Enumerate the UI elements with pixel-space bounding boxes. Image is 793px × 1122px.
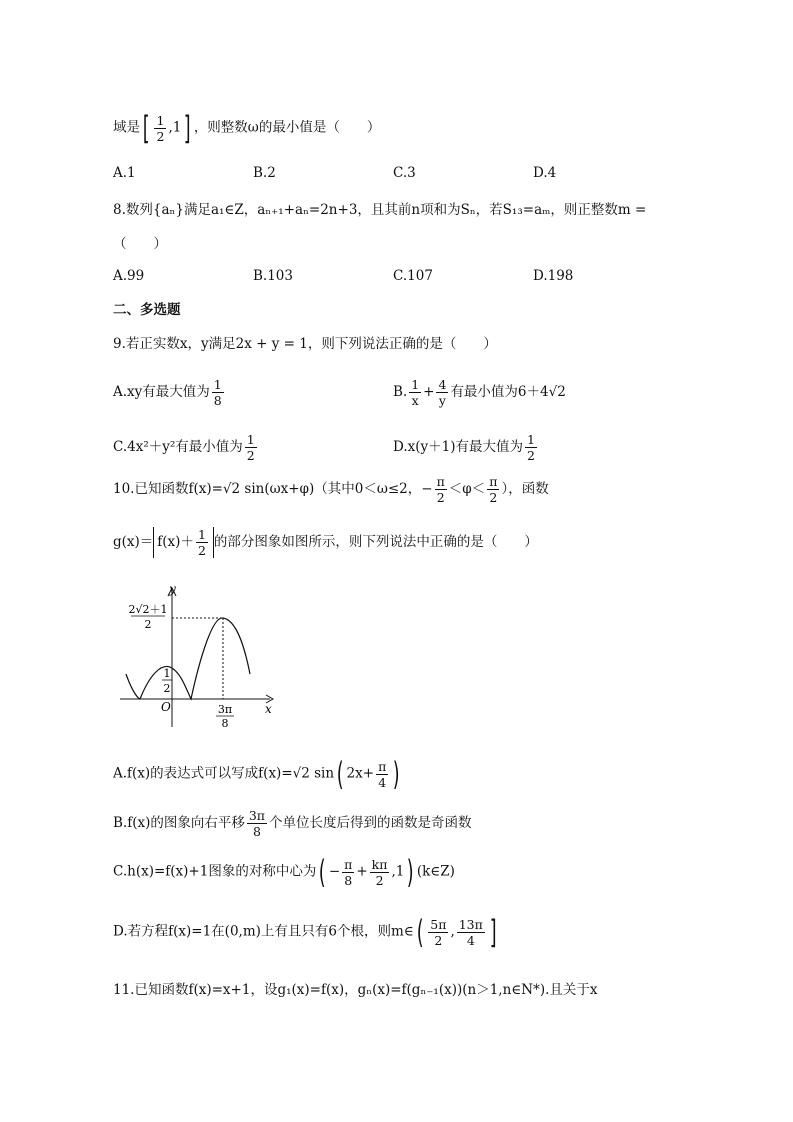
fraction <box>457 917 485 948</box>
fraction-denominator: 8 <box>344 872 353 888</box>
fraction-numerator: 1 <box>527 432 535 447</box>
q10-option-a[interactable] <box>113 755 403 793</box>
option-text: 2x+ <box>346 765 375 782</box>
option-text: 个单位长度后得到的函数是奇函数 <box>269 815 472 831</box>
fraction <box>342 857 354 888</box>
fraction <box>487 474 499 505</box>
fraction-numerator: π <box>378 758 387 774</box>
fraction <box>436 377 448 408</box>
option-text: B. <box>393 384 408 400</box>
comma: , <box>450 923 455 940</box>
option-text: B.f(x)的图象向右平移 <box>113 815 245 831</box>
q8-option-d[interactable]: D.198 <box>533 268 574 284</box>
q9-option-d[interactable] <box>393 432 539 463</box>
right-bracket: ] <box>184 109 192 147</box>
stem-text: 的部分图象如图所示，则下列说法中正确的是（ ） <box>213 534 538 550</box>
fraction-numerator: 1 <box>156 112 165 128</box>
q10-option-c[interactable] <box>113 853 455 891</box>
fraction-numerator: 5π <box>430 916 447 932</box>
fraction-denominator: y <box>438 393 446 408</box>
option-text: C.h(x)=f(x)+1图象的对称中心为 <box>113 863 317 880</box>
fraction-numerator: 1 <box>213 377 222 392</box>
half-denominator: 2 <box>163 682 171 695</box>
left-paren: ( <box>319 853 327 891</box>
stem-text: ），函数 <box>501 481 549 497</box>
right-bracket: ] <box>489 913 497 951</box>
q7-interval-fraction <box>154 113 166 144</box>
q10-option-b[interactable] <box>113 808 472 839</box>
q10-stem-line1 <box>113 474 683 505</box>
option-text: (k∈Z) <box>416 863 455 880</box>
peak-denominator: 2 <box>144 618 152 631</box>
fraction-denominator: 4 <box>466 932 475 948</box>
x-axis-label: x <box>265 702 272 716</box>
fraction <box>409 377 421 408</box>
fraction-denominator: 2 <box>375 872 384 888</box>
q7-stem-tail <box>113 109 683 147</box>
option-text: A.f(x)的表达式可以写成f(x)=√2 sin <box>113 765 335 782</box>
fraction-numerator: π <box>436 474 445 489</box>
y-axis-label: y <box>169 582 176 596</box>
option-text: A.xy有最大值为 <box>113 384 210 400</box>
fraction <box>247 808 267 839</box>
q7-interval-rest: ,1 <box>168 119 182 136</box>
q9-option-a[interactable] <box>113 377 226 408</box>
stem-text: g(x)＝ <box>113 534 154 550</box>
fraction-numerator: 1 <box>246 432 255 447</box>
origin-label: O <box>161 700 171 714</box>
plus-sign: + <box>356 863 368 880</box>
fraction-denominator: 8 <box>252 824 261 839</box>
left-bracket: [ <box>142 109 150 147</box>
q11-stem: 11.已知函数f(x)=x+1，设g₁(x)=f(x)，gₙ(x)=f(gₙ₋₁(x))(n＞1,n∈N*).且关于x <box>113 982 598 998</box>
plus-sign: + <box>423 384 435 400</box>
fraction-denominator: 2 <box>436 490 445 505</box>
stem-text: ＜φ＜ <box>448 481 486 497</box>
peak-numerator: 2√2＋1 <box>128 603 168 616</box>
section-title: 二、多选题 <box>113 302 181 318</box>
fraction-numerator: 1 <box>411 377 420 392</box>
fraction-denominator: 8 <box>213 393 222 408</box>
fraction-denominator: 2 <box>434 932 443 948</box>
left-paren: ( <box>416 913 424 951</box>
fraction <box>376 759 388 790</box>
option-text: − <box>328 863 341 880</box>
q10-option-d[interactable] <box>113 913 499 951</box>
q8-option-b[interactable]: B.103 <box>253 268 293 284</box>
option-text: D.若方程f(x)=1在(0,m)上有且只有6个根，则m∈ <box>113 923 414 940</box>
xtick-denominator: 8 <box>221 717 229 730</box>
stem-text: 10.已知函数f(x)=√2 sin(ωx+φ)（其中0＜ω≤2，− <box>113 481 433 497</box>
fraction-denominator: 2 <box>527 448 535 463</box>
fraction-denominator: 4 <box>378 774 387 790</box>
q7-option-c[interactable]: C.3 <box>393 165 416 181</box>
left-paren: ( <box>336 755 344 793</box>
fraction-numerator: 1 <box>197 527 206 542</box>
fraction-numerator: kπ <box>371 856 388 872</box>
xtick-numerator: 3π <box>217 703 233 716</box>
q7-option-d[interactable]: D.4 <box>533 165 557 181</box>
fraction-numerator: 3π <box>248 808 266 823</box>
fraction <box>435 474 447 505</box>
q7-option-b[interactable]: B.2 <box>253 165 276 181</box>
q7-pre: 域是 <box>113 119 140 136</box>
q7-option-a[interactable]: A.1 <box>113 165 136 181</box>
stem-text: f(x)＋ <box>157 534 194 550</box>
option-text: ,1 <box>391 863 405 880</box>
absolute-value <box>153 527 214 558</box>
fraction <box>370 857 390 888</box>
fraction <box>428 917 448 948</box>
right-paren: ) <box>393 755 400 793</box>
fraction <box>525 432 537 463</box>
fraction-denominator: 2 <box>489 490 498 505</box>
option-text: D.x(y＋1)有最大值为 <box>393 439 523 455</box>
fraction-numerator: 13π <box>458 916 483 932</box>
fraction-numerator: 4 <box>438 377 447 392</box>
q8-stem: 8.数列{aₙ}满足a₁∈Z，aₙ₊₁+aₙ=2n+3，且其前n项和为Sₙ，若S₁₃=aₘ，则正整数m = <box>113 202 647 218</box>
fraction <box>212 377 224 408</box>
fraction-numerator: π <box>489 474 498 489</box>
fraction <box>196 527 208 558</box>
fraction <box>245 432 257 463</box>
q8-option-a[interactable]: A.99 <box>113 268 145 284</box>
function-graph <box>115 582 285 732</box>
fraction-denominator: 2 <box>156 128 165 144</box>
fraction-denominator: 2 <box>197 543 206 558</box>
q9-option-b[interactable] <box>393 377 566 408</box>
half-numerator: 1 <box>163 667 171 680</box>
fraction-denominator: x <box>411 393 419 408</box>
fraction-denominator: 2 <box>246 448 255 463</box>
option-text: 有最小值为6＋4√2 <box>450 384 566 400</box>
q9-stem: 9.若正实数x，y满足2x + y = 1，则下列说法正确的是（ ） <box>113 336 497 352</box>
fraction-numerator: π <box>344 856 353 872</box>
q10-stem-line2 <box>113 527 683 558</box>
option-text: C.4x²＋y²有最小值为 <box>113 439 243 455</box>
q8-stem-paren: （ ） <box>113 236 167 252</box>
q8-option-c[interactable]: C.107 <box>393 268 433 284</box>
q9-option-c[interactable] <box>113 432 259 463</box>
right-paren: ) <box>407 853 415 891</box>
q7-post: ，则整数ω的最小值是（ ） <box>193 119 381 136</box>
